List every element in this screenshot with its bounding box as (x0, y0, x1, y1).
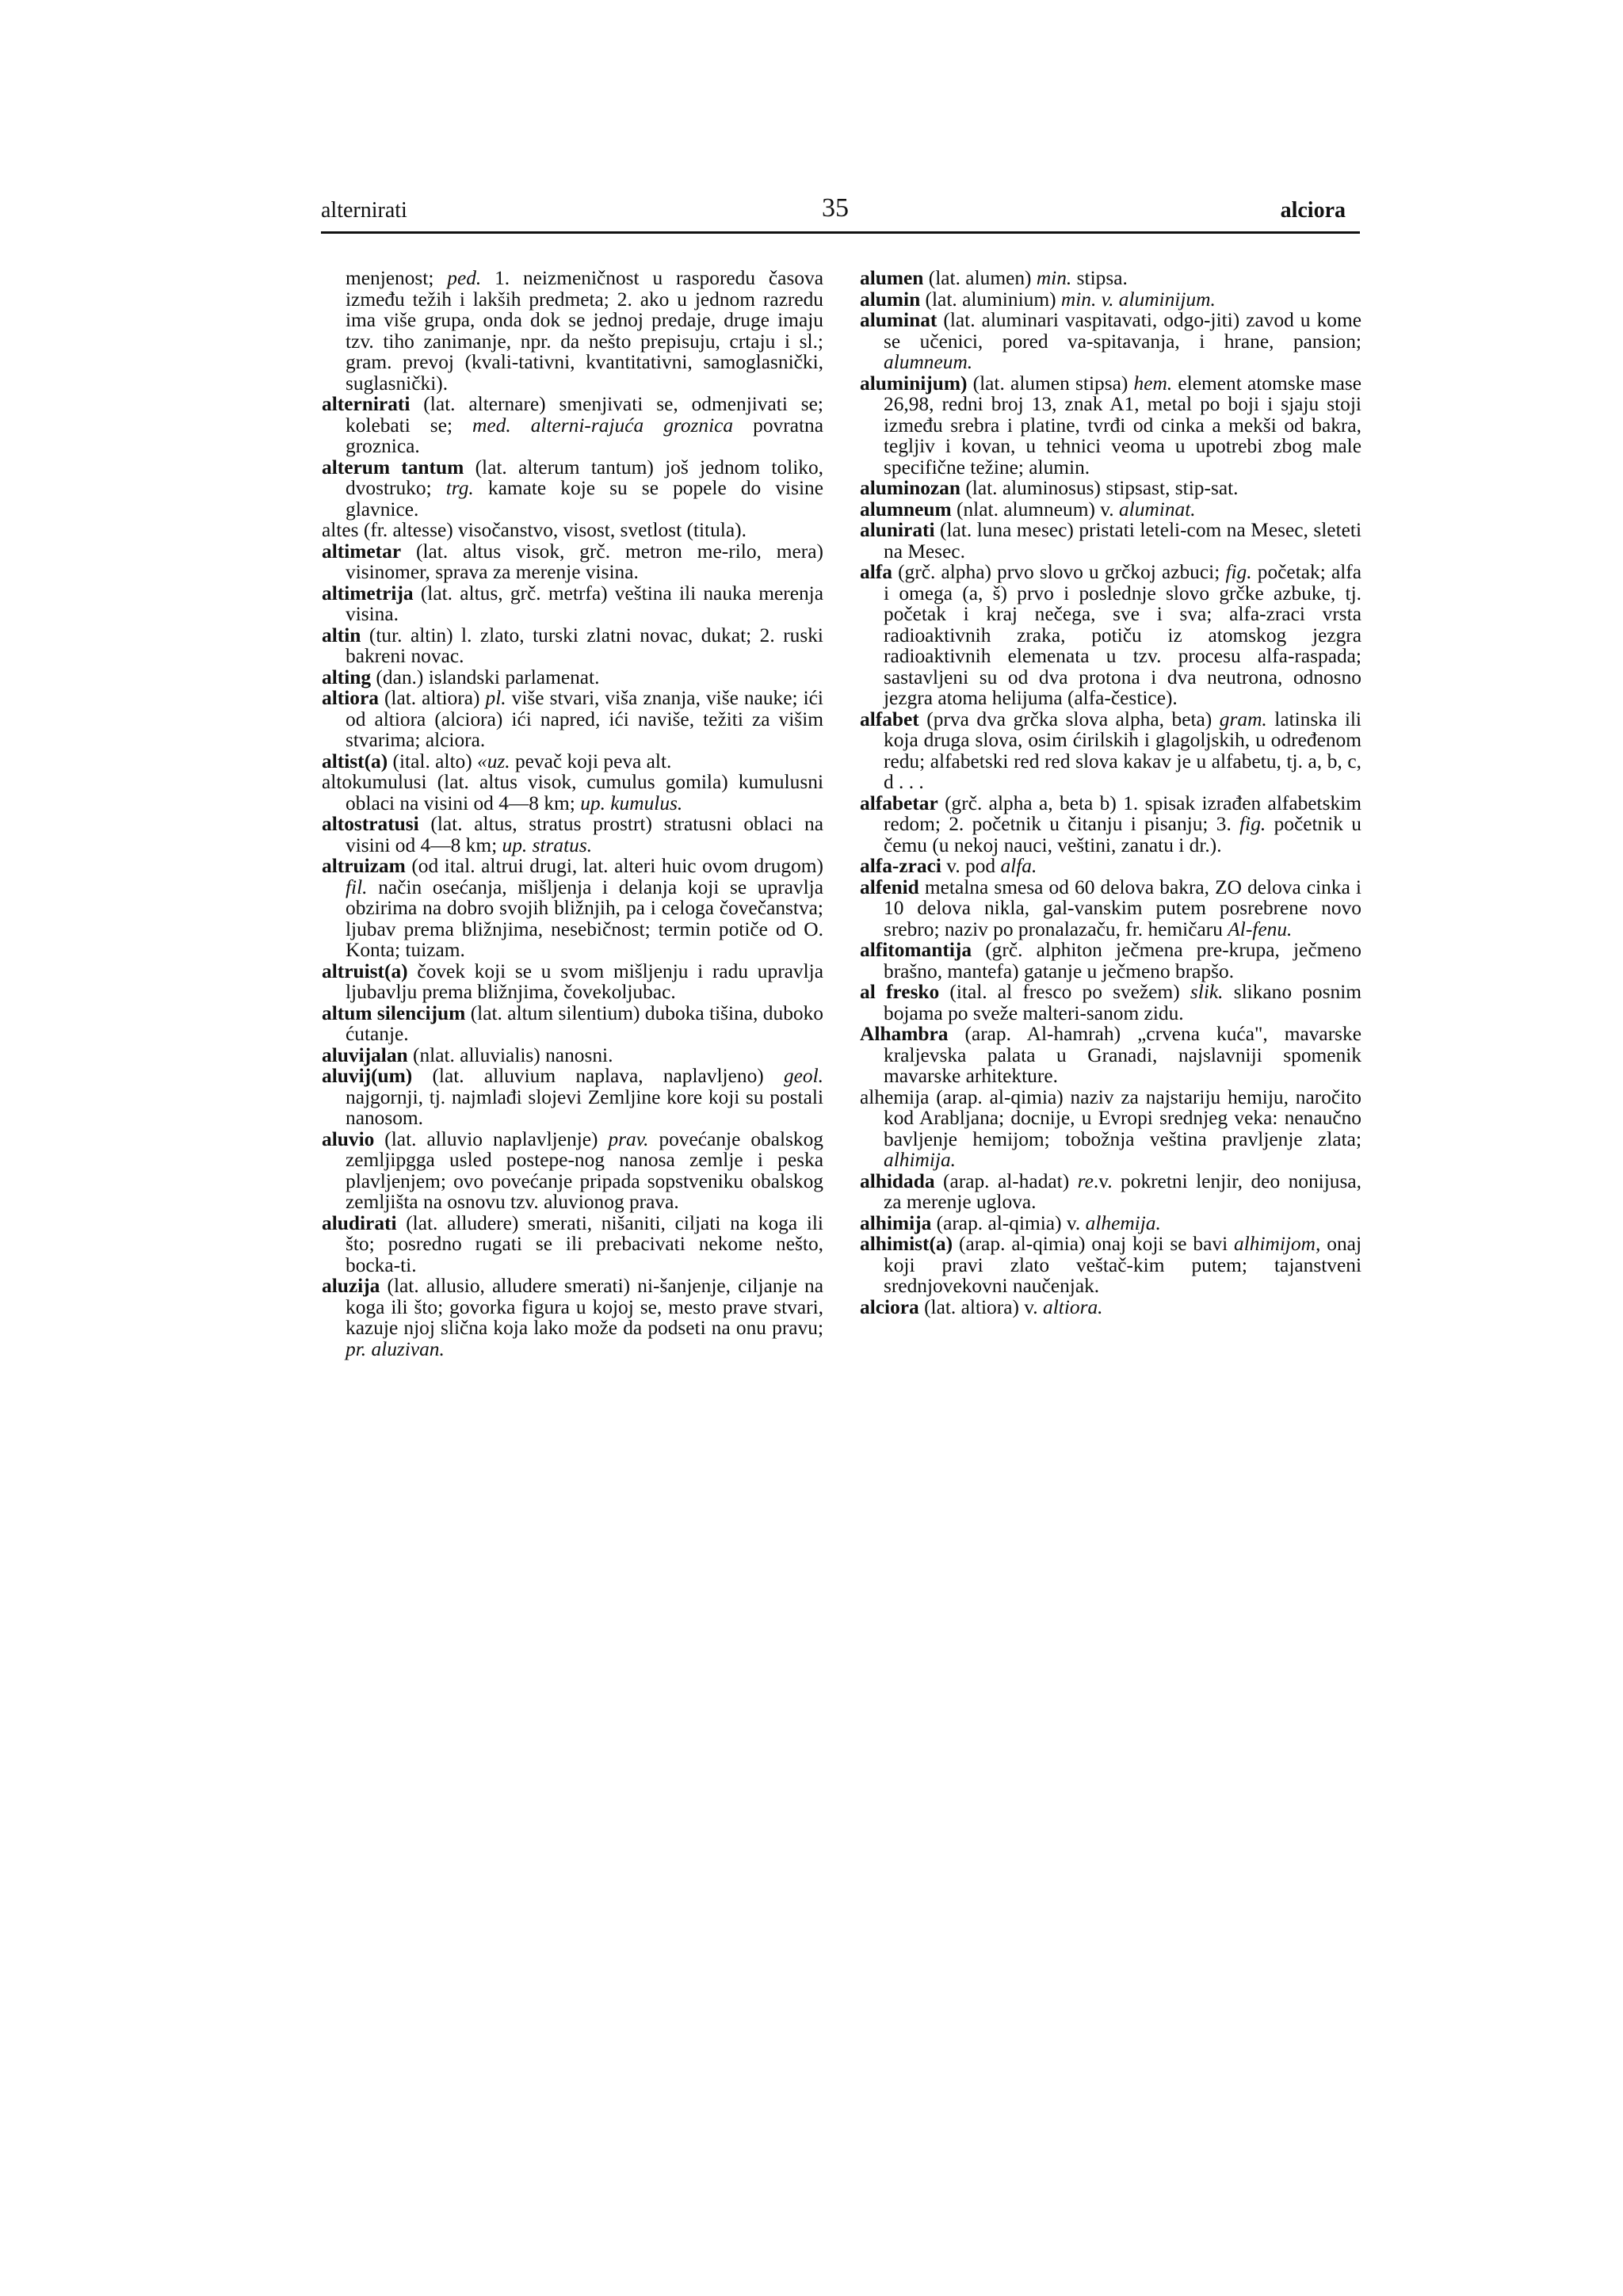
headword: altiora (322, 687, 379, 709)
dictionary-entry (322, 1213, 823, 1276)
entry-abbreviation: slik. (1190, 981, 1224, 1003)
dictionary-entry (322, 541, 823, 583)
headword: altruizam (322, 855, 406, 877)
dictionary-entry (860, 982, 1361, 1024)
entry-abbreviation: Al-fenu. (1228, 917, 1293, 940)
entry-text-rest: kamate koje su se popele do visine glavnice. (346, 477, 824, 521)
entry-text: (lat. aluminosus) stipsast, stip-sat. (960, 477, 1239, 499)
headword: alhidada (860, 1169, 935, 1192)
entry-abbreviation: trg. (445, 477, 474, 499)
dictionary-entry (860, 1234, 1361, 1297)
entry-abbreviation: med. alterni-rajuća groznica (472, 414, 734, 437)
dictionary-entry (860, 709, 1361, 793)
entry-text: (grč. alphiton ječmena pre-krupa, ječmeno brašno, mantefa) gatanje u ječmeno brapšo. (884, 939, 1361, 982)
entry-text: altes (fr. altesse) visočanstvo, visost, svetlost (titula). (322, 519, 747, 541)
headword: altimetrija (322, 582, 414, 605)
entry-abbreviation: prav. (608, 1127, 649, 1150)
dictionary-entry (322, 1066, 823, 1129)
headword: alfenid (860, 875, 919, 898)
entry-text: čovek koji se u svom mišljenju i radu upravlja ljubavlju prema bližnjima, čovekoljubac. (346, 959, 823, 1003)
entry-abbreviation: geol. (783, 1065, 823, 1087)
entry-text: (nlat. alluvialis) nanosni. (407, 1043, 613, 1066)
headword: alfa-zraci (860, 855, 941, 877)
headword: alhimist(a) (860, 1233, 953, 1255)
entry-text: (lat. altus visok, grč. metron me-rilo, mera) visinomer, sprava za merenje visina. (346, 540, 823, 583)
dictionary-entry (322, 856, 823, 961)
entry-abbreviation: fig. (1225, 561, 1252, 583)
entry-text-rest: povratna groznica. (346, 414, 823, 457)
entry-text-rest: način osećanja, mišljenja i delanja koji se upravlja obzirima na dobro svojih bližnjih, pa i celoga čovečanstva; ljubav prema bližnjima, nesebičnost; termin potiče od O. Konta; tuizam. (346, 875, 823, 961)
headword: altostratusi (322, 813, 419, 835)
entry-text-rest: latinska ili koja druga slova, osim ćirilskih i glagoljskih, u određenom redu; alfabetski red red slova kakav je u alfabetu, tj. a, b, c, d . . . (884, 707, 1361, 793)
entry-text: (lat. alternare) smenjivati se, odmenjivati se; kolebati se; (346, 393, 823, 437)
entry-abbreviation: min. v. aluminijum. (1060, 288, 1216, 311)
headword: alterum tantum (322, 456, 464, 479)
dictionary-entry (860, 268, 1361, 289)
dictionary-entry (322, 520, 823, 541)
headword: alfitomantija (860, 939, 972, 961)
left-column (322, 268, 823, 1360)
dictionary-entry (322, 688, 823, 751)
headword: alfabet (860, 707, 919, 730)
dictionary-entry (322, 457, 823, 521)
dictionary-entry (322, 751, 823, 772)
headword: aluzija (322, 1275, 380, 1297)
headword: altin (322, 624, 361, 646)
entry-abbreviation: hem. (1133, 372, 1173, 395)
entry-abbreviation: «uz. (477, 749, 510, 772)
dictionary-entry (860, 940, 1361, 982)
entry-text: (lat. alluvium naplava, naplavljeno) (412, 1065, 784, 1087)
headword: Alhambra (860, 1023, 949, 1045)
entry-abbreviation: min. (1036, 267, 1072, 289)
dictionary-entry (322, 1003, 823, 1045)
entry-text-rest: .v. pokretni lenjir, deo nonijusa, za merenje uglova. (884, 1169, 1361, 1213)
dictionary-entry (860, 793, 1361, 856)
headword: alunirati (860, 519, 935, 541)
header-right-guide-word: alciora (1280, 198, 1346, 223)
entry-text-rest: stipsa. (1071, 267, 1128, 289)
entry-abbreviation: fil. (346, 875, 368, 898)
header-left-guide-word: alternirati (321, 198, 407, 223)
entry-text: (arap. al-qimia) v. (931, 1211, 1086, 1234)
headword: alhimija (860, 1211, 932, 1234)
entry-text: (lat. luna mesec) pristati leteli-com na Mesec, sleteti na Mesec. (884, 519, 1361, 563)
entry-text: (lat. alluvio naplavljenje) (374, 1127, 609, 1150)
entry-text-rest: najgornji, tj. najmlađi slojevi Zemljine kore koji su postali nanosom. (346, 1085, 823, 1129)
dictionary-entry (322, 625, 823, 667)
entry-text-rest: povećanje obalskog zemljipgga usled postepe-nog nanosa zemlje i peska plavljenjem; ovo povećanje pripada sopstveniku obalskog zemljišta na osnovu tzv. aluvionog prava. (346, 1127, 824, 1213)
entry-text: (ital. alto) (388, 749, 478, 772)
headword: alciora (860, 1295, 919, 1318)
dictionary-entry (860, 877, 1361, 940)
entry-text: (lat. altiora) (378, 687, 486, 709)
entry-text-rest: onaj koji pravi zlato veštač-kim putem; tajanstveni srednjovekovni naučenjak. (884, 1233, 1361, 1297)
headword: altimetar (322, 540, 402, 563)
entry-abbreviation: alhimija. (884, 1149, 956, 1171)
dictionary-entry (860, 1024, 1361, 1087)
dictionary-entry (860, 310, 1361, 373)
entry-text: (lat. alumen stipsa) (967, 372, 1134, 395)
entry-abbreviation: ped. (447, 267, 482, 289)
entry-text: (tur. altin) l. zlato, turski zlatni novac, dukat; 2. ruski bakreni novac. (346, 624, 823, 667)
entry-abbreviation: alhemija. (1085, 1211, 1161, 1234)
dictionary-entry (860, 1297, 1361, 1318)
entry-text-rest: početnik u čemu (u nekoj nauci, veštini, zanatu i dr.). (884, 813, 1361, 856)
dictionary-entry (322, 814, 823, 856)
entry-text: alhemija (arap. al-qimia) naziv za najstariju hemiju, naročito kod Arabljana; docnije, u Evropi srednjeg veka: nenaučno bavljenje hemijom; tobožnja veština pravljenje zlata; (860, 1085, 1361, 1150)
right-column (860, 268, 1361, 1318)
entry-abbreviation: alhimijom, (1234, 1233, 1321, 1255)
headword: alting (322, 666, 372, 688)
entry-text: (arap. al-hadat) (934, 1169, 1078, 1192)
dictionary-entry (860, 520, 1361, 562)
entry-text: (lat. alludere) smerati, nišaniti, ciljati na koga ili što; posredno rugati se ili prebacivati nekome nešto, bocka-ti. (346, 1211, 823, 1276)
entry-abbreviation: alfa. (1000, 855, 1037, 877)
dictionary-entry (860, 1171, 1361, 1213)
entry-abbreviation: alumneum. (884, 351, 973, 373)
headword: alumneum (860, 498, 952, 521)
entry-text: (dan.) islandski parlamenat. (371, 666, 600, 688)
headword: aluminozan (860, 477, 960, 499)
entry-abbreviation: altiora. (1043, 1295, 1103, 1318)
entry-text: (lat. aluminium) (920, 288, 1061, 311)
entry-text-rest: 1. neizmeničnost u rasporedu časova između težih i lakših predmeta; 2. ako u jednom razredu ima više grupa, onda dok se jednoj predaje, druge imaju tzv. tiho zanimanje, npr. da nešto prepisuju, crtaju i sl.; gram. prevoj (kvali-tativni, kvantitativni, samoglasnički, suglasnički). (346, 267, 823, 395)
dictionary-entry (860, 562, 1361, 709)
entry-text: (grč. alpha) prvo slovo u grčkoj azbuci; (892, 561, 1226, 583)
entry-text: altokumulusi (lat. altus visok, cumulus gomila) kumulusni oblaci na visini od 4—8 km; (322, 771, 823, 814)
entry-abbreviation: fig. (1239, 813, 1266, 835)
running-header (321, 193, 1360, 234)
page-number: 35 (822, 193, 849, 223)
entry-text-rest: element atomske mase 26,98, redni broj 13, znak A1, metal po boji i sjaju stoji između srebra i platine, tvrđi od cinka a mekši od bakra, tegljiv i kovan, u tehnici veoma u upotrebi zbog male specifične težine; alumin. (884, 372, 1361, 479)
headword: aluvio (322, 1127, 375, 1150)
headword: alumen (860, 267, 924, 289)
entry-text: (lat. alterum tantum) još jednom toliko, dvostruko; (346, 456, 823, 499)
entry-abbreviation: re (1077, 1169, 1094, 1192)
headword: alfa (860, 561, 892, 583)
dictionary-entry (322, 268, 823, 394)
dictionary-entry (322, 394, 823, 457)
entry-text: (nlat. alumneum) v. (951, 498, 1119, 521)
entry-text: v. pod (941, 855, 1001, 877)
entry-text: (lat. altus, grč. metrfa) veština ili nauka merenja visina. (346, 582, 823, 625)
entry-text: (arap. al-qimia) onaj koji se bavi (953, 1233, 1235, 1255)
entry-text: (lat. aluminari vaspitavati, odgo-jiti) zavod u kome se učenici, pored va-spitavanja, i hrane, pansion; (884, 309, 1361, 353)
entry-text: (ital. al fresco po svežem) (939, 981, 1190, 1003)
entry-text: (arap. Al-hamrah) „crvena kuća", mavarske kraljevska palata u Granadi, najslavniji spomenik mavarske arhitekture. (884, 1023, 1361, 1087)
entry-abbreviation: aluminat. (1118, 498, 1196, 521)
entry-text: (lat. altiora) v. (918, 1295, 1044, 1318)
dictionary-entry (322, 772, 823, 814)
entry-text-rest: slikano posnim bojama po sveže malteri-sanom zidu. (884, 981, 1362, 1024)
headword: altum silencijum (322, 1001, 466, 1024)
dictionary-entry (860, 1213, 1361, 1234)
entry-abbreviation: pr. aluzivan. (346, 1337, 445, 1360)
dictionary-entry (322, 1129, 823, 1213)
entry-text: (prva dva grčka slova alpha, beta) (918, 707, 1220, 730)
entry-text: (od ital. altrui drugi, lat. alteri huic ovom drugom) (405, 855, 823, 877)
headword: aludirati (322, 1211, 397, 1234)
dictionary-entry (322, 1276, 823, 1360)
entry-abbreviation: gram. (1219, 707, 1267, 730)
dictionary-entry (322, 667, 823, 688)
dictionary-entry (860, 289, 1361, 311)
dictionary-entry (860, 373, 1361, 479)
dictionary-entry (860, 1087, 1361, 1171)
dictionary-entry (860, 856, 1361, 877)
entry-text: metalna smesa od 60 delova bakra, ZO delova cinka i 10 delova nikla, gal-vanskim putem posrebrene novo srebro; naziv po pronalazaču, fr. hemičaru (884, 875, 1361, 940)
entry-text: (lat. altus, stratus prostrt) stratusni oblaci na visini od 4—8 km; (346, 813, 823, 856)
dictionary-entry (860, 478, 1361, 499)
dictionary-entry (322, 1045, 823, 1066)
entry-text-rest: više stvari, viša znanja, više nauke; ići od altiora (alciora) ići napred, ići naviše, težiti za višim stvarima; alciora. (346, 687, 823, 751)
dictionary-entry (860, 499, 1361, 521)
entry-text: menjenost; (346, 267, 448, 289)
entry-text-rest: početak; alfa i omega (a, š) prvo i poslednje slovo grčke azbuke, tj. početak i kraj nečega, sve i sva; alfa-zraci vrsta radioaktivnih zraka, potiču iz atomskog jezgra radioaktivnih elemenata u tzv. procesu alfa-raspada; sastavljeni su od dva protona i dva neutrona, odnosno jezgra atoma helijuma (alfa-čestice). (884, 561, 1362, 709)
dictionary-entry (322, 583, 823, 625)
headword: alumin (860, 288, 921, 311)
headword: altist(a) (322, 749, 388, 772)
entry-abbreviation: up. kumulus. (580, 791, 683, 814)
headword: altruist(a) (322, 959, 408, 982)
headword: aluvij(um) (322, 1065, 413, 1087)
headword: aluminijum) (860, 372, 968, 395)
entry-text-rest: pevač koji peva alt. (510, 749, 672, 772)
entry-abbreviation: pl. (485, 687, 506, 709)
headword: alternirati (322, 393, 411, 415)
headword: aluvijalan (322, 1043, 408, 1066)
headword: aluminat (860, 309, 938, 331)
dictionary-entry (322, 961, 823, 1003)
headword: al fresko (860, 981, 940, 1003)
entry-abbreviation: up. stratus. (502, 833, 593, 856)
headword: alfabetar (860, 791, 938, 814)
entry-text: (lat. alumen) (923, 267, 1037, 289)
entry-text: (grč. alpha a, beta b) 1. spisak izrađen alfabetskim redom; 2. početnik u čitanju i pisanju; 3. (884, 791, 1361, 835)
entry-text: (lat. allusio, alludere smerati) ni-šanjenje, ciljanje na koga ili što; govorka figura u kojoj se, mesto prave stvari, kazuje njoj slična koja lako može da podseti na onu pravu; (346, 1275, 823, 1339)
entry-text: (lat. altum silentium) duboka tišina, duboko ćutanje. (346, 1001, 823, 1045)
